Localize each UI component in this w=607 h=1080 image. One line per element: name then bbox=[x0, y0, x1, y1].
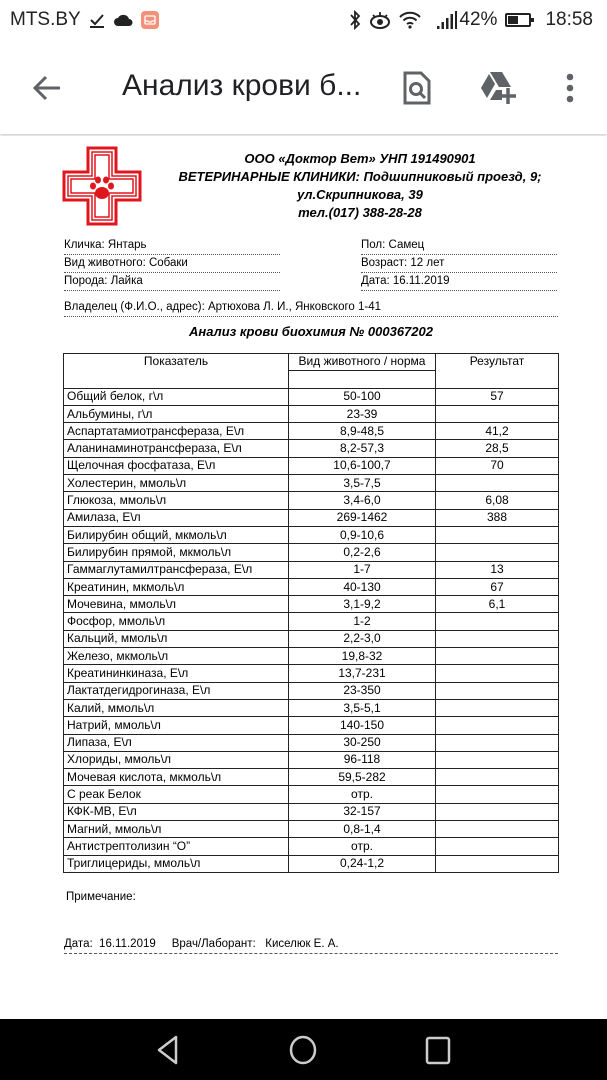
table-row bbox=[64, 440, 559, 457]
norm-cell: отр. bbox=[289, 838, 436, 855]
norm-cell: 3,5-7,5 bbox=[289, 475, 436, 492]
eye-comfort-icon bbox=[369, 11, 391, 29]
wifi-icon bbox=[399, 11, 421, 29]
pet-species: Вид животного: Собаки bbox=[64, 255, 280, 273]
indicator-cell: Общий белок, г\л bbox=[64, 388, 289, 405]
carrier-label: MTS.BY bbox=[10, 9, 81, 30]
header-indicator: Показатель bbox=[64, 354, 289, 389]
norm-cell: 269-1462 bbox=[289, 509, 436, 526]
clock: 18:58 bbox=[545, 9, 593, 30]
norm-cell: 1-2 bbox=[289, 613, 436, 630]
indicator-cell: С реак Белок bbox=[64, 786, 289, 803]
results-table bbox=[63, 353, 559, 873]
norm-cell: 30-250 bbox=[289, 734, 436, 751]
home-circle-icon bbox=[287, 1034, 319, 1066]
indicator-cell: Лактатдегидрогиназа, Е\л bbox=[64, 682, 289, 699]
back-triangle-icon bbox=[154, 1034, 184, 1066]
result-cell bbox=[436, 648, 559, 665]
norm-cell: 0,8-1,4 bbox=[289, 821, 436, 838]
result-cell bbox=[436, 838, 559, 855]
table-row bbox=[64, 665, 559, 682]
result-cell: 57 bbox=[436, 388, 559, 405]
note-label: Примечание: bbox=[66, 891, 136, 903]
result-cell: 67 bbox=[436, 578, 559, 595]
result-cell: 6,08 bbox=[436, 492, 559, 509]
result-cell bbox=[436, 613, 559, 630]
table-row bbox=[64, 734, 559, 751]
table-row bbox=[64, 492, 559, 509]
indicator-cell: Триглицериды, ммоль\л bbox=[64, 855, 289, 872]
result-cell bbox=[436, 803, 559, 820]
norm-cell: 23-350 bbox=[289, 682, 436, 699]
find-in-document-icon bbox=[402, 71, 432, 105]
indicator-cell: КФК-МВ, Е\л bbox=[64, 803, 289, 820]
navigation-bar bbox=[0, 1019, 607, 1080]
header-result: Результат bbox=[436, 354, 559, 389]
result-cell bbox=[436, 821, 559, 838]
indicator-cell: Креатинин, мкмоль\л bbox=[64, 578, 289, 595]
indicator-cell: Железо, мкмоль\л bbox=[64, 648, 289, 665]
clinic-header bbox=[150, 150, 570, 222]
pet-age: Возраст: 12 лет bbox=[361, 255, 557, 273]
indicator-cell: Креатининкиназа, Е\л bbox=[64, 665, 289, 682]
indicator-cell: Хлориды, ммоль\л bbox=[64, 751, 289, 768]
more-vert-icon bbox=[565, 72, 575, 104]
table-row bbox=[64, 561, 559, 578]
table-row bbox=[64, 682, 559, 699]
table-row bbox=[64, 769, 559, 786]
back-button[interactable] bbox=[28, 68, 68, 108]
table-row bbox=[64, 405, 559, 422]
table-row bbox=[64, 699, 559, 716]
norm-cell: 19,8-32 bbox=[289, 648, 436, 665]
result-cell bbox=[436, 682, 559, 699]
norm-cell: отр. bbox=[289, 786, 436, 803]
arrow-back-icon bbox=[28, 68, 68, 108]
norm-cell: 8,2-57,3 bbox=[289, 440, 436, 457]
norm-cell: 0,9-10,6 bbox=[289, 526, 436, 543]
result-cell bbox=[436, 751, 559, 768]
result-cell: 388 bbox=[436, 509, 559, 526]
norm-cell: 3,5-5,1 bbox=[289, 699, 436, 716]
table-row bbox=[64, 786, 559, 803]
pet-name: Кличка: Янтарь bbox=[64, 237, 280, 255]
table-row bbox=[64, 423, 559, 440]
table-row bbox=[64, 855, 559, 872]
document-page bbox=[0, 136, 607, 1018]
analysis-date: Дата: 16.11.2019 bbox=[361, 273, 557, 291]
clinic-logo bbox=[62, 146, 142, 226]
norm-cell: 8,9-48,5 bbox=[289, 423, 436, 440]
status-bar bbox=[0, 0, 607, 42]
result-cell: 41,2 bbox=[436, 423, 559, 440]
table-row bbox=[64, 648, 559, 665]
norm-cell: 59,5-282 bbox=[289, 769, 436, 786]
norm-cell: 3,1-9,2 bbox=[289, 596, 436, 613]
norm-cell: 23-39 bbox=[289, 405, 436, 422]
result-cell bbox=[436, 475, 559, 492]
battery-percent: 42% bbox=[459, 9, 498, 30]
indicator-cell: Липаза, Е\л bbox=[64, 734, 289, 751]
result-cell bbox=[436, 665, 559, 682]
result-cell: 70 bbox=[436, 457, 559, 474]
bluetooth-icon bbox=[349, 10, 361, 30]
clinic-name: ООО «Доктор Вет» УНП 191490901 bbox=[244, 151, 476, 166]
pet-breed: Порода: Лайка bbox=[64, 273, 280, 291]
norm-cell: 2,2-3,0 bbox=[289, 630, 436, 647]
indicator-cell: Альбумины, г\л bbox=[64, 405, 289, 422]
indicator-cell: Мочевая кислота, мкмоль\л bbox=[64, 769, 289, 786]
result-cell: 28,5 bbox=[436, 440, 559, 457]
table-row bbox=[64, 838, 559, 855]
indicator-cell: Гаммаглутамилтрансфераза, Е\л bbox=[64, 561, 289, 578]
clinic-address-2: ул.Скрипникова, 39 bbox=[297, 187, 423, 202]
header-norm-species bbox=[289, 371, 436, 388]
pet-sex: Пол: Самец bbox=[361, 237, 557, 255]
result-cell bbox=[436, 405, 559, 422]
indicator-cell: Щелочная фосфатаза, Е\л bbox=[64, 457, 289, 474]
indicator-cell: Натрий, ммоль\л bbox=[64, 717, 289, 734]
signature-line: Дата: 16.11.2019 Врач/Лаборант: Киселюк Е. А. bbox=[64, 936, 558, 954]
battery-icon bbox=[505, 13, 531, 27]
norm-cell: 13,7-231 bbox=[289, 665, 436, 682]
patient-info-right bbox=[361, 237, 557, 291]
norm-cell: 50-100 bbox=[289, 388, 436, 405]
clinic-address: ВЕТЕРИНАРНЫЕ КЛИНИКИ: Подшипниковый проезд, 9; bbox=[178, 169, 542, 184]
indicator-cell: Аспартатамиотрансфераза, Е\л bbox=[64, 423, 289, 440]
result-cell bbox=[436, 699, 559, 716]
table-row bbox=[64, 717, 559, 734]
indicator-cell: Амилаза, Е\л bbox=[64, 509, 289, 526]
norm-cell: 0,2-2,6 bbox=[289, 544, 436, 561]
clinic-phone: тел.(017) 388-28-28 bbox=[298, 205, 422, 220]
patient-info-left bbox=[64, 237, 280, 291]
find-in-document-button[interactable] bbox=[395, 66, 439, 110]
result-cell bbox=[436, 630, 559, 647]
document-title: Анализ крови б... bbox=[122, 69, 362, 102]
table-row bbox=[64, 613, 559, 630]
mail-app-icon bbox=[141, 11, 159, 29]
result-cell bbox=[436, 734, 559, 751]
norm-cell: 10,6-100,7 bbox=[289, 457, 436, 474]
indicator-cell: Фосфор, ммоль\л bbox=[64, 613, 289, 630]
table-row bbox=[64, 526, 559, 543]
nav-recents-button[interactable] bbox=[421, 1033, 455, 1067]
table-row bbox=[64, 475, 559, 492]
recents-square-icon bbox=[423, 1035, 453, 1065]
app-bar bbox=[0, 42, 607, 134]
norm-cell: 32-157 bbox=[289, 803, 436, 820]
more-options-button[interactable] bbox=[548, 66, 592, 110]
indicator-cell: Антистрептолизин “О” bbox=[64, 838, 289, 855]
table-row bbox=[64, 544, 559, 561]
owner-info: Владелец (Ф.И.О., адрес): Артюхова Л. И., Янковского 1-41 bbox=[64, 299, 558, 317]
result-cell bbox=[436, 544, 559, 561]
result-cell bbox=[436, 855, 559, 872]
indicator-cell: Кальций, ммоль\л bbox=[64, 630, 289, 647]
table-row bbox=[64, 803, 559, 820]
table-row bbox=[64, 821, 559, 838]
indicator-cell: Билирубин прямой, мкмоль\л bbox=[64, 544, 289, 561]
table-row bbox=[64, 509, 559, 526]
norm-cell: 0,24-1,2 bbox=[289, 855, 436, 872]
header-norm: Вид животного / норма bbox=[289, 354, 436, 371]
norm-cell: 140-150 bbox=[289, 717, 436, 734]
result-cell bbox=[436, 526, 559, 543]
red-cross-paw-icon bbox=[62, 146, 142, 226]
norm-cell: 3,4-6,0 bbox=[289, 492, 436, 509]
norm-cell: 40-130 bbox=[289, 578, 436, 595]
table-row bbox=[64, 388, 559, 405]
table-row bbox=[64, 457, 559, 474]
indicator-cell: Калий, ммоль\л bbox=[64, 699, 289, 716]
nav-home-button[interactable] bbox=[286, 1033, 320, 1067]
result-cell bbox=[436, 717, 559, 734]
indicator-cell: Глюкоза, ммоль\л bbox=[64, 492, 289, 509]
indicator-cell: Магний, ммоль\л bbox=[64, 821, 289, 838]
norm-cell: 96-118 bbox=[289, 751, 436, 768]
result-cell bbox=[436, 786, 559, 803]
table-row bbox=[64, 751, 559, 768]
norm-cell: 1-7 bbox=[289, 561, 436, 578]
indicator-cell: Билирубин общий, мкмоль\л bbox=[64, 526, 289, 543]
table-row bbox=[64, 630, 559, 647]
signal-icon bbox=[437, 11, 457, 29]
add-to-drive-button[interactable] bbox=[476, 66, 520, 110]
result-cell: 6,1 bbox=[436, 596, 559, 613]
table-row bbox=[64, 596, 559, 613]
add-to-drive-icon bbox=[478, 70, 518, 106]
nav-back-button[interactable] bbox=[152, 1033, 186, 1067]
table-row bbox=[64, 578, 559, 595]
result-cell bbox=[436, 769, 559, 786]
analysis-title: Анализ крови биохимия № 000367202 bbox=[189, 324, 433, 339]
indicator-cell: Аланинаминотрансфераза, Е\л bbox=[64, 440, 289, 457]
indicator-cell: Мочевина, ммоль\л bbox=[64, 596, 289, 613]
download-done-icon bbox=[89, 12, 105, 28]
indicator-cell: Холестерин, ммоль\л bbox=[64, 475, 289, 492]
cloud-icon bbox=[113, 13, 133, 27]
result-cell: 13 bbox=[436, 561, 559, 578]
